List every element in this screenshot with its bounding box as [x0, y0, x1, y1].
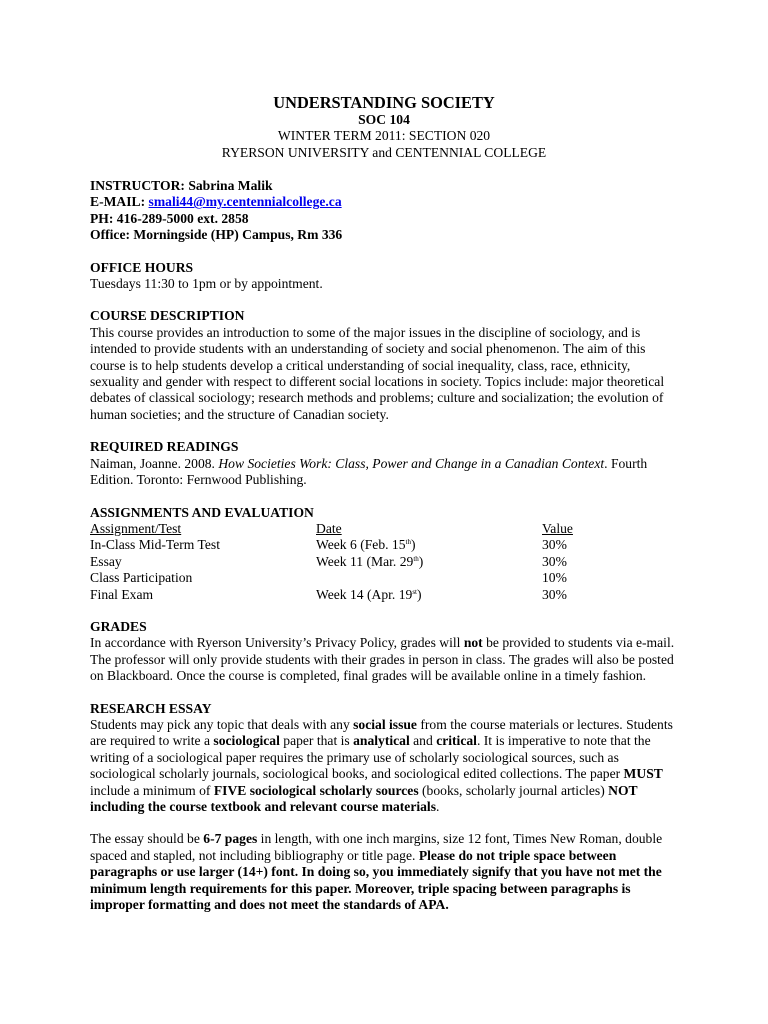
instructor-name: INSTRUCTOR: Sabrina Malik	[90, 178, 273, 193]
assignments-section	[90, 505, 680, 603]
required-readings-heading: REQUIRED READINGS	[90, 439, 239, 455]
assignment-value: 30%	[542, 553, 567, 569]
column-header-assignment: Assignment/Test	[90, 520, 182, 536]
research-essay-paragraph-2: The essay should be 6-7 pages in length, with one inch margins, size 12 font, Times New Roman, double spaced and stapled, not including bibliography or title page. Please do not triple space between paragraphs or use larger (14+) font. In doing so, you immediately signify that you have not met the minimum length requirements for this paper. Moreover, triple spacing between paragraphs is improper formatting and does not meet the standards of APA.	[90, 831, 663, 913]
reading-citation	[90, 456, 680, 489]
required-readings-section	[90, 439, 680, 488]
table-row	[90, 570, 590, 586]
assignment-name: Final Exam	[90, 586, 154, 602]
institution-line: RYERSON UNIVERSITY and CENTENNIAL COLLEGE	[221, 144, 547, 160]
office-hours-heading: OFFICE HOURS	[90, 259, 194, 275]
course-title: UNDERSTANDING SOCIETY	[273, 93, 495, 112]
research-essay-paragraph-1: Students may pick any topic that deals with any social issue from the course materials or lectures. Students are required to write a sociological paper that is analytical and critical. It is imperative to note that the writing of a sociological paper requires the primary use of scholarly sociological sources, such as sociological scholarly journals, sociological books, and sociological edited collections. The paper MUST include a minimum of FIVE sociological scholarly sources (books, scholarly journal articles) NOT including the course textbook and relevant course materials.	[90, 716, 673, 814]
table-header-row	[90, 521, 590, 537]
reading-book-title: How Societies Work: Class, Power and Change in a Canadian Context	[218, 455, 605, 471]
column-header-value: Value	[542, 520, 573, 536]
evaluation-table	[90, 521, 590, 603]
assignment-name: Essay	[90, 553, 122, 569]
assignments-heading: ASSIGNMENTS AND EVALUATION	[90, 504, 314, 520]
assignment-value: 30%	[542, 586, 567, 602]
course-description-heading: COURSE DESCRIPTION	[90, 308, 245, 324]
table-row	[90, 537, 590, 553]
office-line: Office: Morningside (HP) Campus, Rm 336	[90, 227, 343, 243]
assignment-value: 30%	[542, 537, 567, 553]
course-description-section	[90, 308, 680, 423]
assignment-name: Class Participation	[90, 570, 193, 586]
office-hours-text: Tuesdays 11:30 to 1pm or by appointment.	[90, 276, 323, 292]
research-essay-section	[90, 701, 680, 914]
course-code: SOC 104	[358, 112, 410, 127]
reading-publisher: . Fourth Edition. Toronto: Fernwood Publishing.	[90, 455, 648, 488]
assignment-date: Week 6 (Feb. 15th)	[316, 537, 416, 553]
grades-text: In accordance with Ryerson University’s Privacy Policy, grades will not be provided to students via e-mail. The professor will only provide students with their grades in person in class. The grades will also be posted on Blackboard. Once the course is completed, final grades will be available online in a timely fashion.	[90, 635, 675, 684]
table-row	[90, 587, 590, 603]
course-description-text: This course provides an introduction to some of the major issues in the discipline of sociology, and is intended to provide students with an understanding of society and social phenomenon. The aim of this course is to help students develop a critical understanding of social inequality, class, race, ethnicity, sexuality and gender with respect to different social locations in society. Topics include: major theoretical debates of classical sociology; research methods and problems; culture and socialization; the evolution of human societies; and the structure of Canadian society.	[90, 324, 665, 422]
assignment-date: Week 14 (Apr. 19st)	[316, 586, 422, 602]
column-header-date: Date	[316, 520, 342, 536]
phone-line: PH: 416-289-5000 ext. 2858	[90, 210, 249, 226]
syllabus-body	[90, 178, 680, 913]
term-line: WINTER TERM 2011: SECTION 020	[277, 128, 491, 144]
assignment-name: In-Class Mid-Term Test	[90, 537, 220, 553]
assignment-date: Week 11 (Mar. 29th)	[316, 553, 424, 569]
assignment-value: 10%	[542, 570, 567, 586]
grades-section	[90, 619, 680, 685]
table-row	[90, 554, 590, 570]
grades-heading: GRADES	[90, 618, 147, 634]
email-link[interactable]: smali44@my.centennialcollege.ca	[148, 194, 342, 210]
office-hours-section	[90, 260, 680, 293]
reading-author: Naiman, Joanne. 2008.	[90, 455, 219, 471]
research-essay-heading: RESEARCH ESSAY	[90, 700, 212, 716]
email-line	[90, 194, 680, 210]
assignment-date	[316, 570, 542, 586]
document-header	[0, 93, 768, 161]
email-label: E-MAIL:	[90, 194, 149, 210]
instructor-block	[90, 178, 680, 244]
